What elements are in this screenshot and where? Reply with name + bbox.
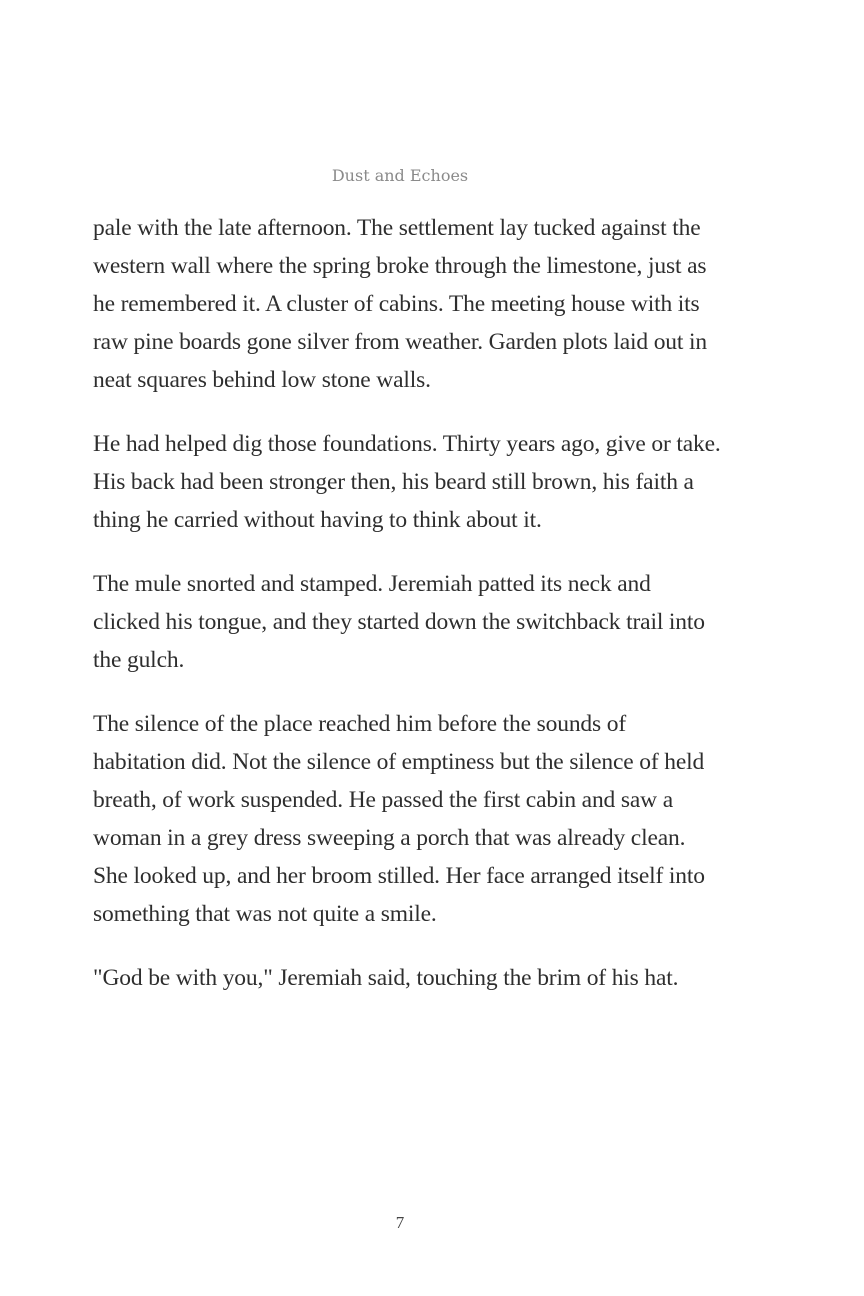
body-text (93, 209, 723, 1023)
paragraph: pale with the late afternoon. The settlement lay tucked against the western wall where the spring broke through the limestone, just as he remembered it. A cluster of cabins. The meeting house with its raw pine boards gone silver from weather. Garden plots laid out in neat squares behind low stone walls. (93, 215, 707, 393)
paragraph: The silence of the place reached him before the sounds of habitation did. Not the silence of emptiness but the silence of held breath, of work suspended. He passed the first cabin and saw a woman in a grey dress sweeping a porch that was already clean. She looked up, and her broom stilled. Her face arranged itself into something that was not quite a smile. (93, 711, 705, 927)
paragraph: He had helped dig those foundations. Thirty years ago, give or take. His back had been stronger then, his beard still brown, his faith a thing he carried without having to think about it. (93, 431, 721, 533)
running-header-title: Dust and Echoes (331, 166, 469, 185)
page-number: 7 (395, 1213, 405, 1232)
paragraph: The mule snorted and stamped. Jeremiah patted its neck and clicked his tongue, and they started down the switchback trail into the gulch. (93, 571, 705, 673)
paragraph: "God be with you," Jeremiah said, touching the brim of his hat. (93, 965, 679, 991)
